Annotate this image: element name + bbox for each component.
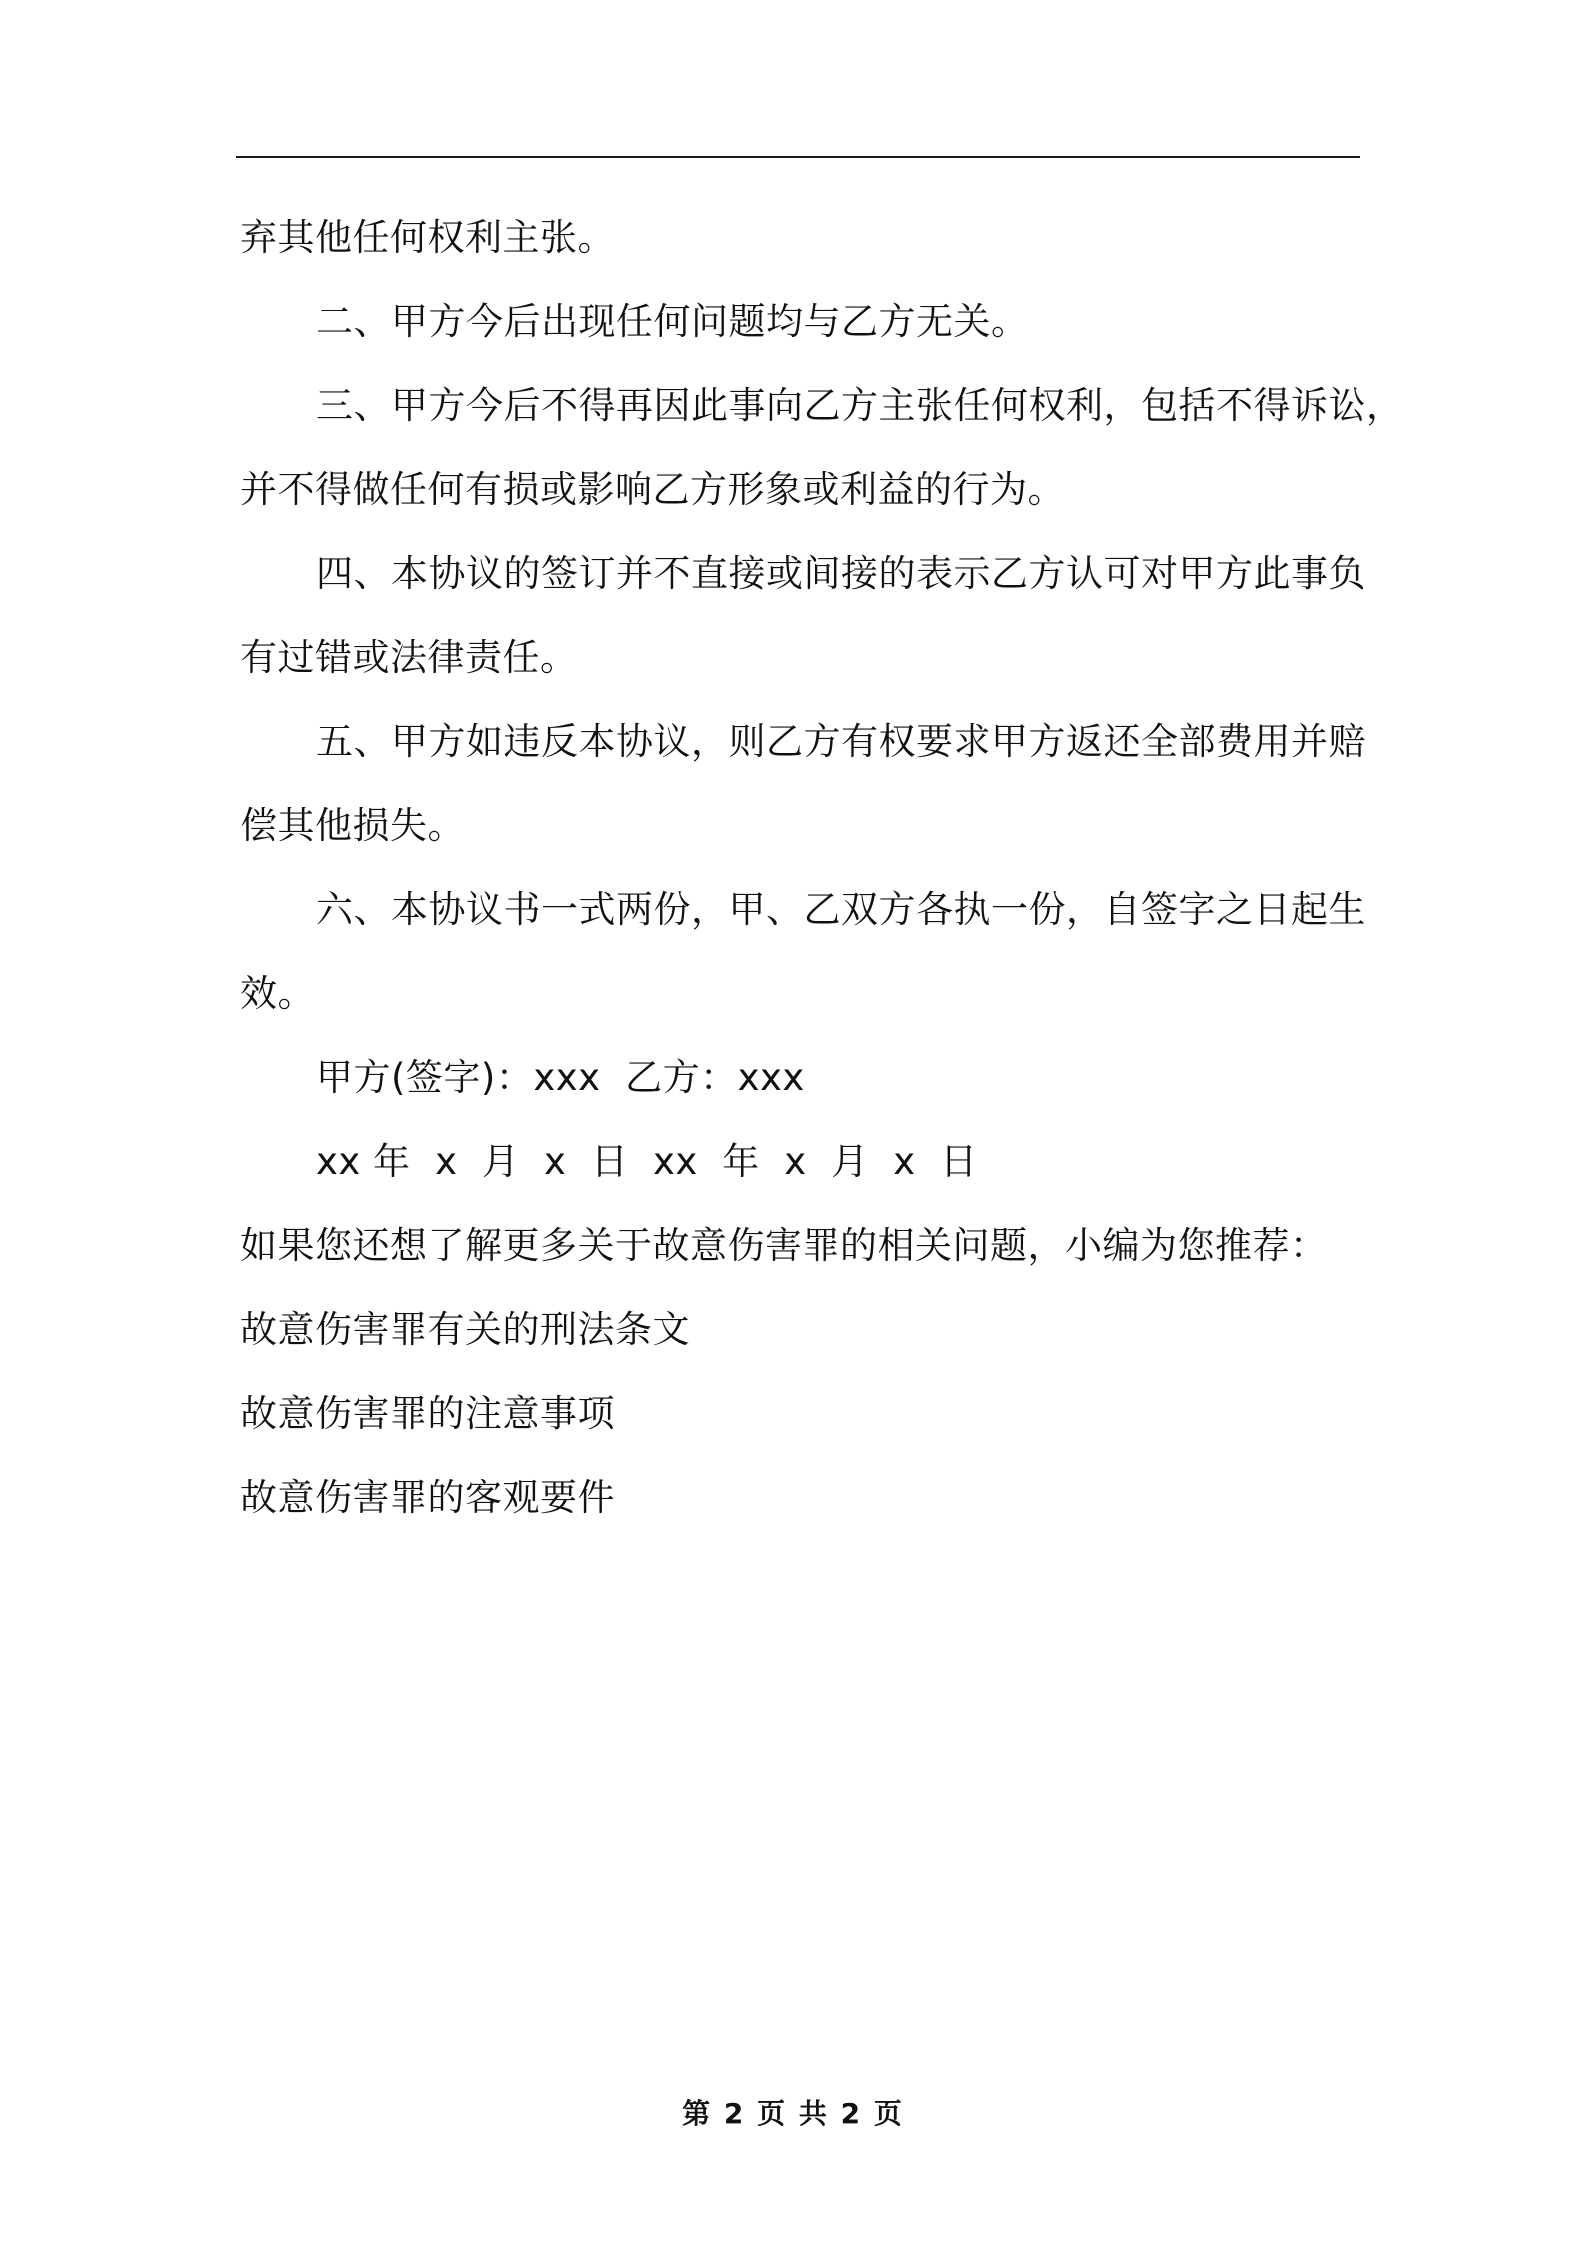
document-body: [240, 196, 1404, 1540]
clause-4: 四、本协议的签订并不直接或间接的表示乙方认可对甲方此事负: [316, 552, 1366, 595]
header-rule: [236, 156, 1360, 158]
clause-3: 三、甲方今后不得再因此事向乙方主张任何权利，包括不得诉讼，: [316, 384, 1404, 427]
page-number: 第 2 页 共 2 页: [682, 2097, 904, 2130]
clause-4-continued: 有过错或法律责任。: [240, 636, 578, 679]
body-line-1: 弃其他任何权利主张。: [240, 216, 615, 259]
clause-2: 二、甲方今后出现任何问题均与乙方无关。: [316, 300, 1029, 343]
clause-3-continued: 并不得做任何有损或影响乙方形象或利益的行为。: [240, 468, 1065, 511]
related-link[interactable]: 故意伤害罪有关的刑法条文: [240, 1308, 690, 1351]
related-link[interactable]: 故意伤害罪的注意事项: [240, 1392, 615, 1435]
date-line: xx 年 x 月 x 日 xx 年 x 月 x 日: [316, 1140, 978, 1183]
clause-5: 五、甲方如违反本协议，则乙方有权要求甲方返还全部费用并赔: [316, 720, 1366, 763]
recommend-intro: 如果您还想了解更多关于故意伤害罪的相关问题，小编为您推荐：: [240, 1224, 1328, 1267]
clause-6: 六、本协议书一式两份，甲、乙双方各执一份，自签字之日起生: [316, 888, 1366, 931]
clause-6-continued: 效。: [240, 972, 315, 1015]
clause-5-continued: 偿其他损失。: [240, 804, 465, 847]
related-link[interactable]: 故意伤害罪的客观要件: [240, 1476, 615, 1519]
signature-line: 甲方(签字)：xxx 乙方：xxx: [316, 1056, 805, 1099]
